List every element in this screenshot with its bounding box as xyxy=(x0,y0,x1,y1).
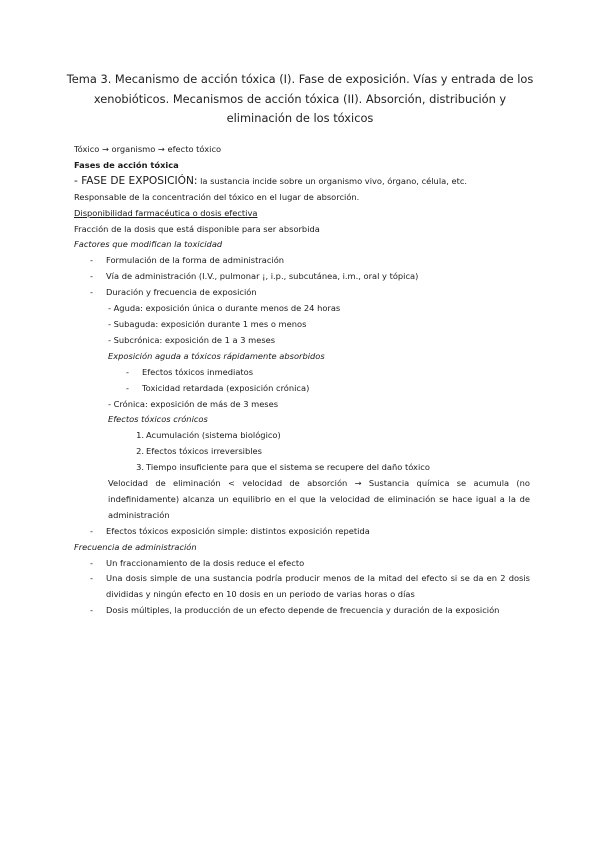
cronica-line: - Crónica: exposición de más de 3 meses xyxy=(108,398,279,409)
fase-exposicion-line xyxy=(74,174,530,190)
list-item xyxy=(74,524,530,540)
list-item-text: Duración y frecuencia de exposición xyxy=(106,287,257,298)
list-item xyxy=(74,428,530,444)
list-item xyxy=(74,381,530,397)
list-item-text: Un fraccionamiento de la dosis reduce el efecto xyxy=(106,557,305,568)
fraccion-line: Fracción de la dosis que está disponible para ser absorbida xyxy=(74,223,320,234)
list-item xyxy=(74,444,530,460)
document-body xyxy=(74,142,530,619)
list-number: 2. xyxy=(136,446,144,457)
cronicos-heading: Efectos tóxicos crónicos xyxy=(108,414,208,425)
list-item xyxy=(74,460,530,476)
bullet-dash: - xyxy=(90,605,93,616)
list-item-text: Tiempo insuficiente para que el sistema se recupere del daño tóxico xyxy=(146,462,430,473)
list-item xyxy=(74,269,530,285)
frecuencia-heading: Frecuencia de administración xyxy=(74,541,197,552)
disponibilidad-heading: Disponibilidad farmacéutica o dosis efectiva xyxy=(74,207,258,218)
list-item-text: Una dosis simple de una sustancia podría producir menos de la mitad del efecto si se da en 2 dosis divididas y ningún efecto en 10 dosis en un periodo de varias horas o días xyxy=(106,573,530,600)
bullet-dash: - xyxy=(126,382,129,393)
aguda-heading: Exposición aguda a tóxicos rápidamente absorbidos xyxy=(108,350,325,361)
bullet-dash: - xyxy=(90,255,93,266)
list-number: 1. xyxy=(136,430,144,441)
bullet-dash: - xyxy=(126,366,129,377)
list-item-text: Toxicidad retardada (exposición crónica) xyxy=(142,382,310,393)
list-item xyxy=(74,603,530,619)
responsable-line: Responsable de la concentración del tóxico en el lugar de absorción. xyxy=(74,191,360,202)
fases-heading: Fases de acción tóxica xyxy=(74,159,179,170)
bullet-dash: - xyxy=(90,557,93,568)
bullet-dash: - xyxy=(90,287,93,298)
list-item-text: Efectos tóxicos inmediatos xyxy=(142,366,254,377)
list-item-text: Acumulación (sistema biológico) xyxy=(146,430,281,441)
list-item xyxy=(74,571,530,603)
list-item xyxy=(74,253,530,269)
list-item-text: Formulación de la forma de administración xyxy=(106,255,285,266)
list-item xyxy=(74,365,530,381)
fase-exposicion-text: la sustancia incide sobre un organismo vivo, órgano, célula, etc. xyxy=(197,175,468,186)
list-item-text: Efectos tóxicos exposición simple: distintos exposición repetida xyxy=(106,525,370,536)
factores-heading: Factores que modifican la toxicidad xyxy=(74,239,223,250)
subaguda-line: - Subaguda: exposición durante 1 mes o menos xyxy=(108,318,307,329)
aguda-line: - Aguda: exposición única o durante menos de 24 horas xyxy=(108,303,341,314)
list-item-text: Dosis múltiples, la producción de un efecto depende de frecuencia y duración de la exposición xyxy=(106,605,500,616)
chain-line: Tóxico → organismo → efecto tóxico xyxy=(74,144,222,154)
fase-exposicion-label: - FASE DE EXPOSICIÓN: xyxy=(74,174,198,187)
bullet-dash: - xyxy=(90,573,93,584)
page-title: Tema 3. Mecanismo de acción tóxica (I). Fase de exposición. Vías y entrada de los xenobióticos. Mecanismos de acción tóxica (II). Absorción, distribución y eliminación de los tóxicos xyxy=(66,72,534,125)
bullet-dash: - xyxy=(90,271,93,282)
list-item-text: Efectos tóxicos irreversibles xyxy=(146,446,262,457)
velocidad-paragraph: Velocidad de eliminación < velocidad de absorción → Sustancia química se acumula (no indefinidamente) alcanza un equilibrio en el que la velocidad de eliminación se hace igual a la de administración xyxy=(108,478,530,520)
list-item xyxy=(74,285,530,301)
bullet-dash: - xyxy=(90,525,93,536)
subcronica-line: - Subcrónica: exposición de 1 a 3 meses xyxy=(108,334,276,345)
list-item-text: Vía de administración (I.V., pulmonar ¡, i.p., subcutánea, i.m., oral y tópica) xyxy=(106,271,419,282)
list-number: 3. xyxy=(136,462,144,473)
list-item xyxy=(74,556,530,572)
